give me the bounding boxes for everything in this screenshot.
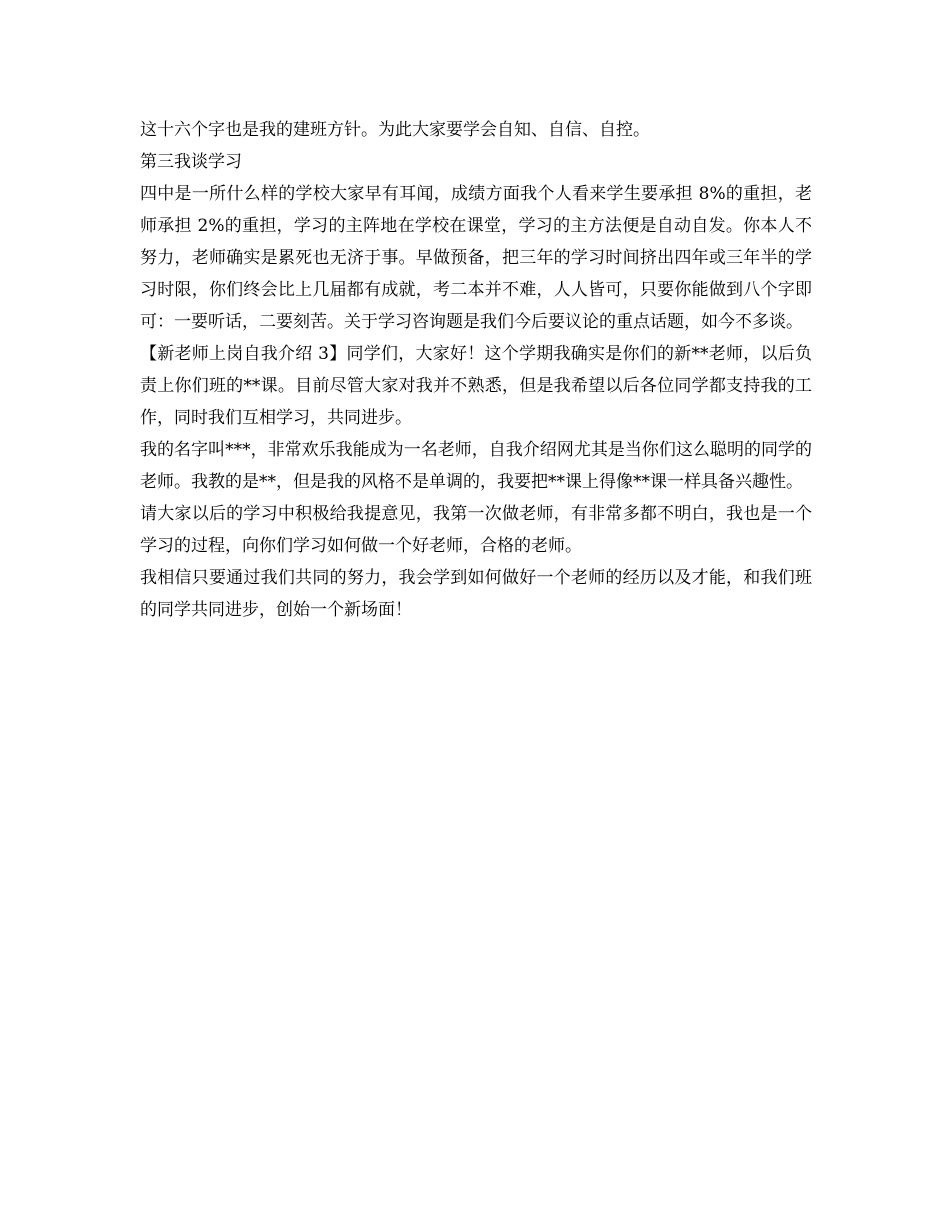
section-heading: 第三我谈学习 [140,152,242,172]
paragraph-7: 我相信只要通过我们共同的努力，我会学到如何做好一个老师的经历以及才能，和我们班的同学共同进步，创始一个新场面！ [140,568,812,620]
paragraph-3: 四中是一所什么样的学校大家早有耳闻，成绩方面我个人看来学生要承担 8%的重担，老师承担 2%的重担，学习的主阵地在学校在课堂，学习的主方法便是自动自发。你本人不努力，老师确实是累死也无济于事。早做预备，把三年的学习时间挤出四年或三年半的学习时限，你们终会比上几届都有成就，考二本并不难，人人皆可，只要你能做到八个字即可：一要听话，二要刻苦。关于学习咨询题是我们今后要议论的重点话题，如今不多谈。 [140,184,812,332]
document-body [140,114,812,626]
paragraph-1: 这十六个字也是我的建班方针。为此大家要学会自知、自信、自控。 [140,120,650,140]
paragraph-5: 我的名字叫***，非常欢乐我能成为一名老师，自我介绍网尤其是当你们这么聪明的同学的老师。我教的是**，但是我的风格不是单调的，我要把**课上得像**课一样具备兴趣性。 [140,440,812,492]
paragraph-4: 【新老师上岗自我介绍 3】同学们，大家好！这个学期我确实是你们的新**老师，以后负责上你们班的**课。目前尽管大家对我并不熟悉，但是我希望以后各位同学都支持我的工作，同时我们互相学习，共同进步。 [140,344,812,428]
paragraph-6: 请大家以后的学习中积极给我提意见，我第一次做老师，有非常多都不明白，我也是一个学习的过程，向你们学习如何做一个好老师，合格的老师。 [140,504,812,556]
